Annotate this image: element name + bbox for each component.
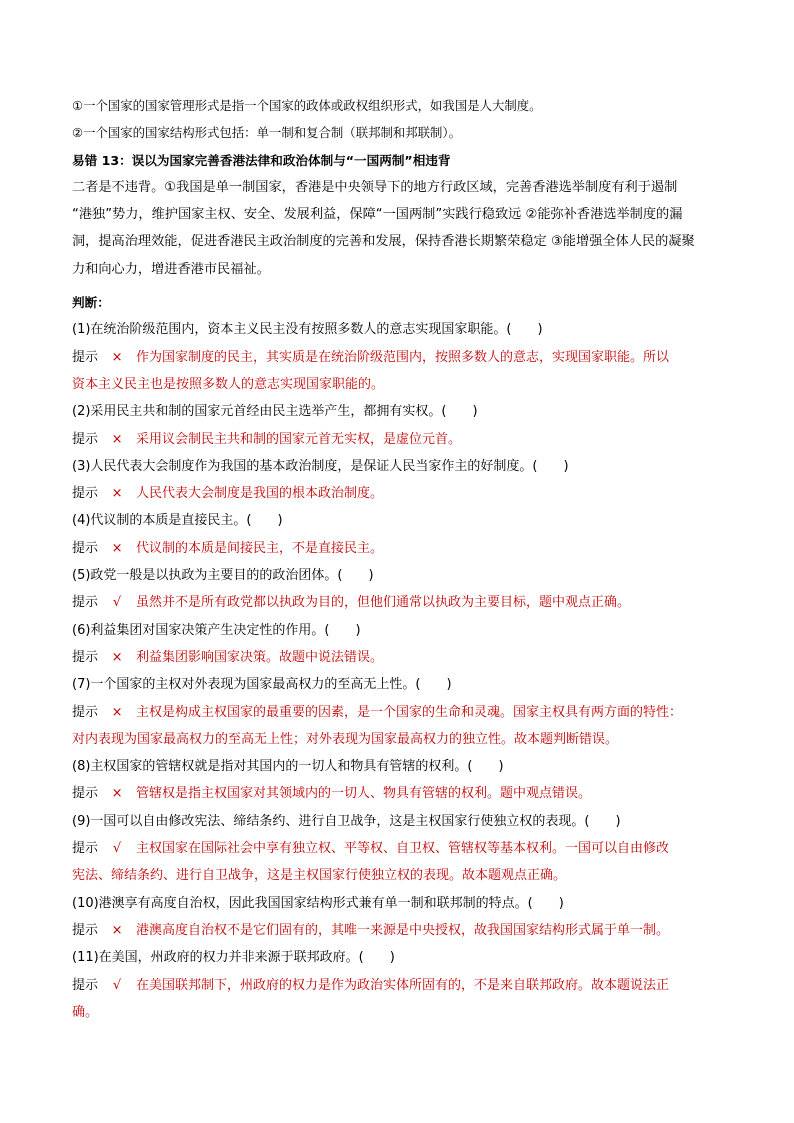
cross-mark-icon: × [111, 349, 123, 365]
answer-text: 主权是构成主权国家的最重要的因素，是一个国家的生命和灵魂。国家主权具有两方面的特性： [136, 704, 683, 720]
yicuo-13-line: 力和向心力，增进香港市民福祉。 [72, 261, 270, 277]
yicuo-13-line: “港独”势力，维护国家主权、安全、发展利益，保障“一国两制”实践行稳致远 ②能弥补香港选举制度的漏 [72, 207, 683, 223]
hint-label: 提示 [72, 649, 99, 665]
judge-answer-line [72, 371, 722, 398]
judge-question: (4)代议制的本质是直接民主。( ) [72, 513, 283, 529]
cross-mark-icon: × [111, 649, 123, 665]
check-mark-icon: √ [112, 595, 122, 611]
cross-mark-icon: × [111, 431, 123, 447]
judge-question: (8)主权国家的管辖权就是指对其国内的一切人和物具有管辖的权利。( ) [72, 759, 504, 775]
document-page [72, 92, 722, 1026]
answer-text: 利益集团影响国家决策。故题中说法错误。 [136, 649, 384, 665]
judge-question: (1)在统治阶级范围内，资本主义民主没有按照多数人的意志实现国家职能。( ) [72, 322, 543, 338]
judge-question: (11)在美国，州政府的权力并非来源于联邦政府。( ) [72, 950, 395, 966]
answer-text: 对内表现为国家最高权力的至高无上性；对外表现为国家最高权力的独立性。故本题判断错误。 [72, 731, 619, 747]
cross-mark-icon: × [111, 786, 123, 802]
judge-answer-line [72, 835, 722, 862]
judge-answer-line [72, 535, 722, 562]
judge-question: (6)利益集团对国家决策产生决定性的作用。( ) [72, 622, 361, 638]
hint-label: 提示 [72, 349, 99, 365]
answer-text: 代议制的本质是间接民主，不是直接民主。 [136, 540, 384, 556]
judge-answer-line [72, 780, 722, 807]
hint-label: 提示 [72, 595, 99, 611]
judge-question: (3)人民代表大会制度作为我国的基本政治制度，是保证人民当家作主的好制度。( ) [72, 458, 569, 474]
judge-answer-line [72, 589, 722, 616]
judge-question: (7)一个国家的主权对外表现为国家最高权力的至高无上性。( ) [72, 677, 452, 693]
judge-answer-line [72, 480, 722, 507]
hint-label: 提示 [72, 977, 99, 993]
yicuo-13-line: 二者是不违背。①我国是单一制国家，香港是中央领导下的地方行政区域，完善香港选举制度有利于遏制 [72, 179, 678, 195]
answer-text: 管辖权是指主权国家对其领域内的一切人、物具有管辖的权利。题中观点错误。 [136, 786, 592, 802]
judge-answer-line [72, 972, 722, 999]
answer-text: 虽然并不是所有政党都以执政为目的，但他们通常以执政为主要目标，题中观点正确。 [136, 595, 631, 611]
intro-line-1: ①一个国家的国家管理形式是指一个国家的政体或政权组织形式，如我国是人大制度。 [72, 98, 542, 113]
judge-answer-line [72, 917, 722, 944]
judge-question: (2)采用民主共和制的国家元首经由民主选举产生，都拥有实权。( ) [72, 404, 478, 420]
check-mark-icon: √ [112, 841, 122, 857]
cross-mark-icon: × [111, 540, 123, 556]
answer-text: 宪法、缔结条约、进行自卫战争，这是主权国家行使独立权的表现。故本题观点正确。 [72, 868, 567, 884]
check-mark-icon: √ [112, 977, 122, 993]
hint-label: 提示 [72, 786, 99, 802]
answer-text: 资本主义民主也是按照多数人的意志实现国家职能的。 [72, 376, 385, 392]
answer-text: 人民代表大会制度是我国的根本政治制度。 [136, 486, 384, 502]
intro-line-2: ②一个国家的国家结构形式包括：单一制和复合制（联邦制和邦联制）。 [72, 125, 462, 141]
judge-answer-line [72, 426, 722, 453]
judge-list [72, 316, 722, 1026]
judge-answer-line [72, 699, 722, 726]
judge-answer-line [72, 726, 722, 753]
judge-heading: 判断： [72, 295, 110, 311]
judge-question: (5)政党一般是以执政为主要目的的政治团体。( ) [72, 568, 374, 584]
answer-text: 确。 [72, 1004, 99, 1020]
answer-text: 在美国联邦制下，州政府的权力是作为政治实体所固有的，不是来自联邦政府。故本题说法正 [136, 977, 670, 993]
hint-label: 提示 [72, 841, 99, 857]
answer-text: 采用议会制民主共和制的国家元首无实权，是虚位元首。 [136, 431, 462, 447]
judge-question: (9)一国可以自由修改宪法、缔结条约、进行自卫战争，这是主权国家行使独立权的表现。( ) [72, 813, 621, 829]
judge-answer-line [72, 344, 722, 371]
hint-label: 提示 [72, 486, 99, 502]
hint-label: 提示 [72, 431, 99, 447]
judge-question: (10)港澳享有高度自治权，因此我国国家结构形式兼有单一制和联邦制的特点。( ) [72, 895, 564, 911]
hint-label: 提示 [72, 704, 99, 720]
judge-answer-line [72, 644, 722, 671]
cross-mark-icon: × [111, 704, 123, 720]
answer-text: 港澳高度自治权不是它们固有的，其唯一来源是中央授权，故我国国家结构形式属于单一制。 [136, 922, 670, 938]
yicuo-13-line: 洞，提高治理效能，促进香港民主政治制度的完善和发展，保持香港长期繁荣稳定 ③能增强全体人民的凝聚 [72, 234, 695, 250]
judge-answer-line [72, 862, 722, 889]
hint-label: 提示 [72, 540, 99, 556]
cross-mark-icon: × [111, 486, 123, 502]
answer-text: 主权国家在国际社会中享有独立权、平等权、自卫权、管辖权等基本权利。一国可以自由修改 [136, 841, 670, 857]
cross-mark-icon: × [111, 922, 123, 938]
hint-label: 提示 [72, 922, 99, 938]
judge-answer-line [72, 999, 722, 1026]
answer-text: 作为国家制度的民主，其实质是在统治阶级范围内，按照多数人的意志，实现国家职能。所以 [136, 349, 670, 365]
yicuo-13-title: 易错 13：误以为国家完善香港法律和政治体制与“一国两制”相违背 [72, 152, 451, 168]
